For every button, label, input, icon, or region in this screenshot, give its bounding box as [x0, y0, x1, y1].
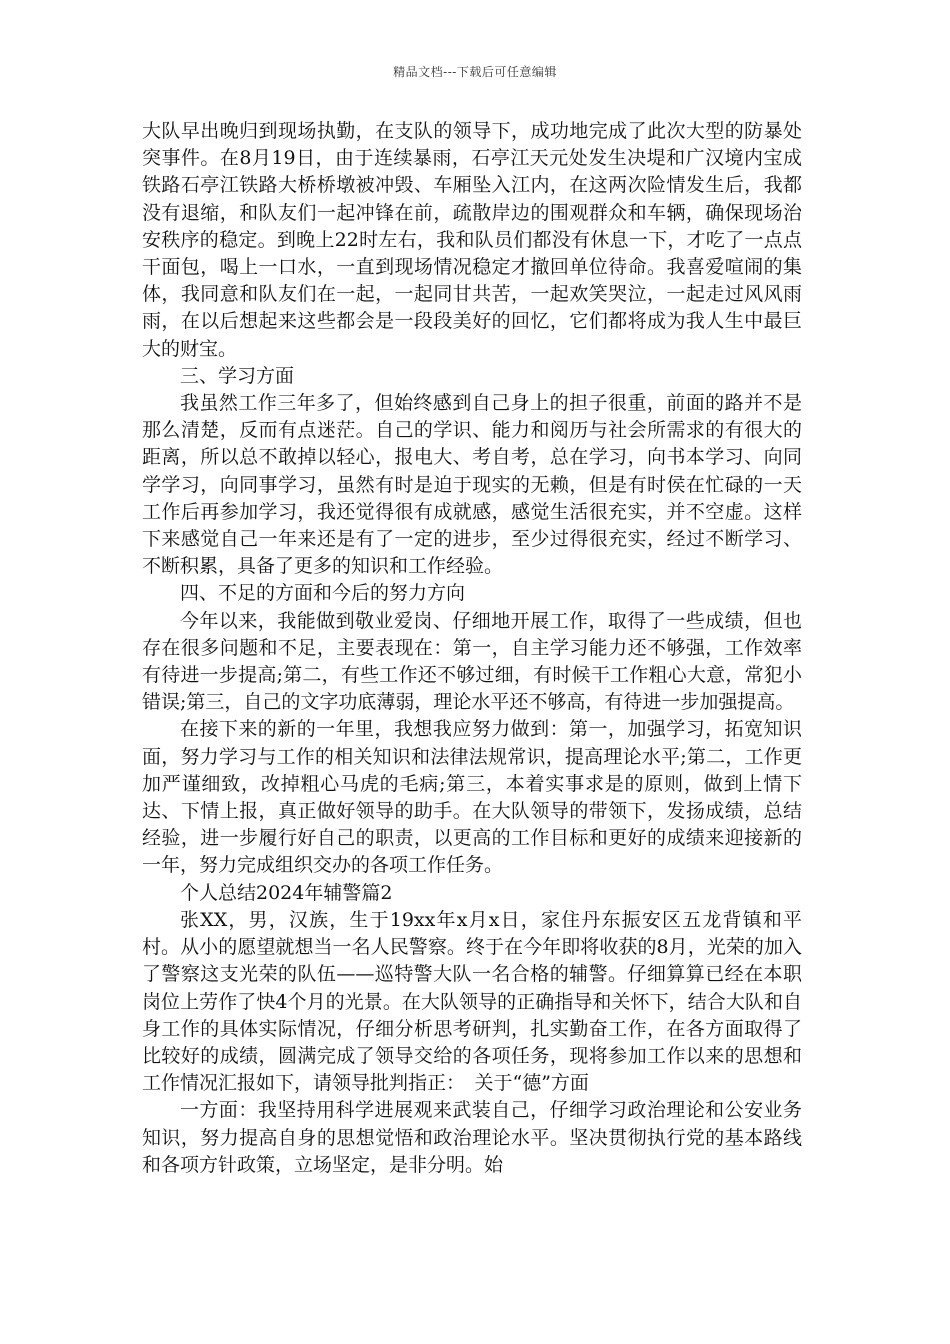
section-heading-study: 三、学习方面: [180, 364, 295, 387]
page-header: 精品文档---下载后可任意编辑: [393, 65, 557, 79]
paragraph-study: 我虽然工作三年多了，但始终感到自己身上的担子很重，前面的路并不是那么清楚，反而有点迷茫。自己的学识、能力和阅历与社会所需求的有很大的距离，所以总不敢掉以轻心，报电大、考自考，总在学习，向书本学习、向同学学习，向同事学习，虽然有时是迫于现实的无赖，但是有时侯在忙碌的一天工作后再参加学习，我还觉得很有成就感，感觉生活很充实，并不空虚。这样下来感觉自己一年来还是有了一定的进步，至少过得很充实，经过不断学习、不断积累，具备了更多的知识和工作经验。: [142, 392, 802, 578]
section-heading-shortcomings: 四、不足的方面和今后的努力方向: [180, 582, 466, 605]
paragraph-shortcomings: 今年以来，我能做到敬业爱岗、仔细地开展工作，取得了一些成绩，但也存在很多问题和不足，主要表现在：第一，自主学习能力还不够强，工作效率有待进一步提高;第二，有些工作还不够过细，有时候干工作粗心大意，常犯小错误;第三，自己的文字功底薄弱，理论水平还不够高，有待进一步加强提高。: [142, 609, 802, 714]
paragraph-plans: 在接下来的新的一年里，我想我应努力做到：第一，加强学习，拓宽知识面，努力学习与工作的相关知识和法律法规常识，提高理论水平;第二，工作更加严谨细致，改掉粗心马虎的毛病;第三，本着实事求是的原则，做到上情下达、下情上报，真正做好领导的助手。在大队领导的带领下，发扬成绩，总结经验，进一步履行好自己的职责，以更高的工作目标和更好的成绩来迎接新的一年，努力完成组织交办的各项工作任务。: [142, 718, 802, 877]
paragraph-virtue: 一方面：我坚持用科学进展观来武装自己，仔细学习政治理论和公安业务知识，努力提高自身的思想觉悟和政治理论水平。坚决贯彻执行党的基本路线和各项方针政策，立场坚定，是非分明。始: [142, 1099, 802, 1176]
paragraph-continuation: 大队早出晚归到现场执勤，在支队的领导下，成功地完成了此次大型的防暴处突事件。在8月19日，由于连续暴雨，石亭江天元处发生决堤和广汉境内宝成铁路石亭江铁路大桥桥墩被冲毁、车厢坠入江内，在这两次险情发生后，我都没有退缩，和队友们一起冲锋在前，疏散岸边的围观群众和车辆，确保现场治安秩序的稳定。到晚上22时左右，我和队员们都没有休息一下，才吃了一点点干面包，喝上一口水，一直到现场情况稳定才撤回单位待命。我喜爱喧闹的集体，我同意和队友们在一起，一起同甘共苦，一起欢笑哭泣，一起走过风风雨雨，在以后想起来这些都会是一段段美好的回忆，它们都将成为我人生中最巨大的财宝。: [142, 120, 802, 360]
document-body: [142, 118, 802, 1179]
paragraph-introduction: 张XX，男，汉族，生于19xx年x月x日，家住丹东振安区五龙背镇和平村。从小的愿望就想当一名人民警察。终于在今年即将收获的8月，光荣的加入了警察这支光荣的队伍——巡特警大队一名合格的辅警。仔细算算已经在本职岗位上劳作了快4个月的光景。在大队领导的正确指导和关怀下，结合大队和自身工作的具体实际情况，仔细分析思考研判，扎实勤奋工作，在各方面取得了比较好的成绩，圆满完成了领导交给的各项任务，现将参加工作以来的思想和工作情况汇报如下，请领导批判指正： 关于“德”方面: [142, 908, 802, 1095]
article-title-part2: 个人总结2024年辅警篇2: [180, 881, 393, 904]
